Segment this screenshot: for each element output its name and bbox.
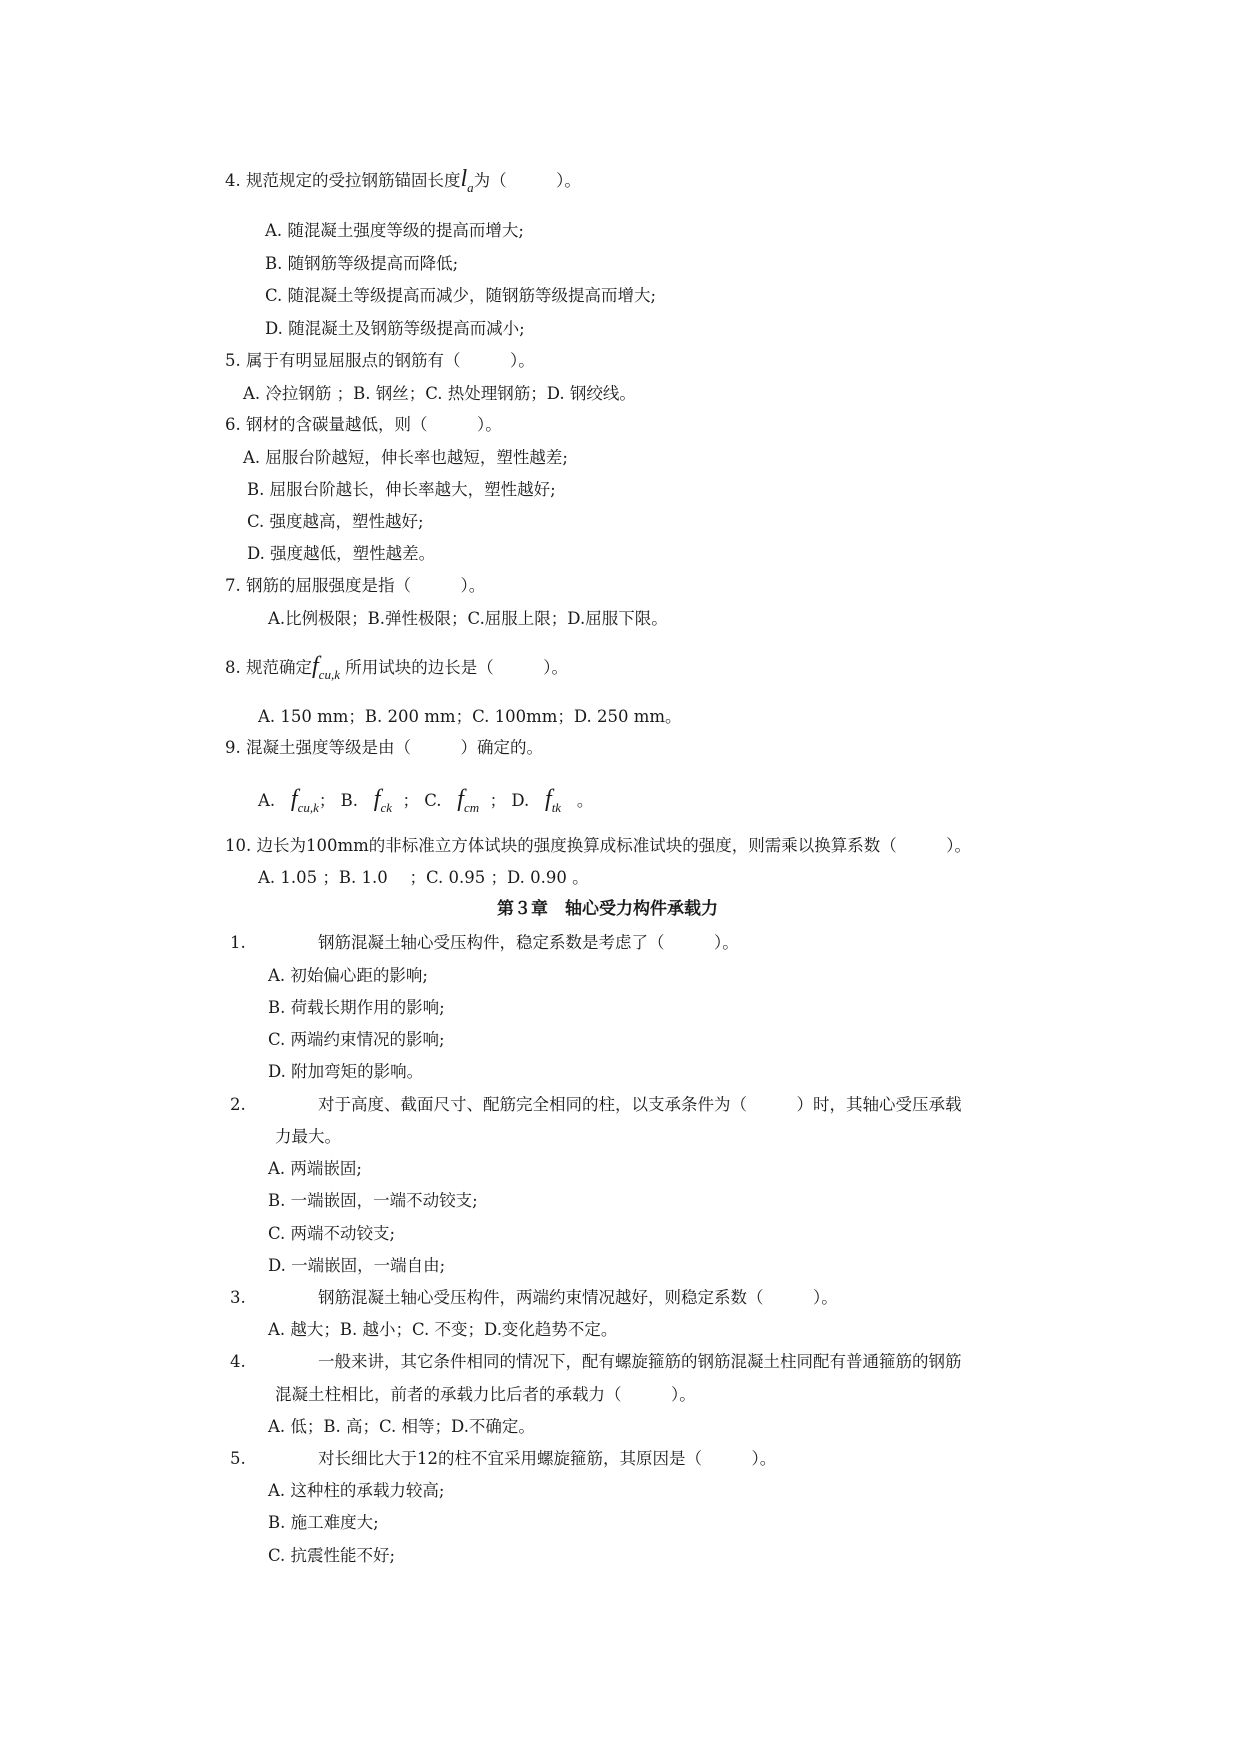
option-separator: ； xyxy=(318,791,336,810)
option: B. 荷载长期作用的影响; xyxy=(268,998,445,1017)
option-label: A. xyxy=(258,791,276,810)
option: B. 施工难度大; xyxy=(268,1513,379,1532)
option: A. 这种柱的承载力较高; xyxy=(268,1481,445,1500)
option-separator: ； xyxy=(489,791,507,810)
option: C. 两端约束情况的影响; xyxy=(268,1030,445,1049)
question-8-stem: 8. 规范确定 xyxy=(225,658,312,677)
option: A. 150 mm；B. 200 mm；C. 100mm；D. 250 mm。 xyxy=(258,707,682,726)
option: C. 抗震性能不好; xyxy=(268,1546,396,1565)
question-number: 2. xyxy=(230,1095,246,1114)
option: A. 越大；B. 越小；C. 不变；D.变化趋势不定。 xyxy=(268,1320,618,1339)
option: A. 屈服台阶越短，伸长率也越短，塑性越差; xyxy=(243,448,568,467)
question-stem: 对于高度、截面尺寸、配筋完全相同的柱，以支承条件为（ ）时，其轴心受压承载 xyxy=(318,1095,962,1114)
question-stem: 一般来讲，其它条件相同的情况下，配有螺旋箍筋的钢筋混凝土柱同配有普通箍筋的钢筋 xyxy=(318,1352,962,1371)
option: B. 随钢筋等级提高而降低; xyxy=(265,254,459,273)
question-stem-continued: 混凝土柱相比，前者的承载力比后者的承载力（ ）。 xyxy=(275,1385,696,1404)
option: A. 低；B. 高；C. 相等；D.不确定。 xyxy=(268,1417,535,1436)
option: A. 随混凝土强度等级的提高而增大; xyxy=(265,221,524,240)
option-label: D. xyxy=(511,791,530,810)
option: A.比例极限；B.弹性极限；C.屈服上限；D.屈服下限。 xyxy=(268,609,668,628)
option: A. 冷拉钢筋 ；B. 钢丝；C. 热处理钢筋；D. 钢绞线。 xyxy=(243,384,636,403)
question-number: 1. xyxy=(230,933,246,952)
question-8-stem-end: 所用试块的边长是（ ）。 xyxy=(345,658,568,677)
symbol-fcuk-subscript: cu,k xyxy=(318,667,340,682)
question-9-stem: 9. 混凝土强度等级是由（ ）确定的。 xyxy=(225,738,543,757)
option: B. 屈服台阶越长，伸长率越大，塑性越好; xyxy=(247,480,556,499)
question-number: 3. xyxy=(230,1288,246,1307)
option-label: B. xyxy=(340,791,359,810)
question-6-stem: 6. 钢材的含碳量越低，则（ ）。 xyxy=(225,415,502,434)
question-4-stem: 4. 规范规定的受拉钢筋锚固长度 xyxy=(225,171,461,190)
option-separator: 。 xyxy=(576,791,594,810)
symbol-fcuk: f xyxy=(312,653,319,679)
symbol-subscript: cu,k xyxy=(297,800,319,815)
symbol-f: f xyxy=(290,786,298,812)
option-label: C. xyxy=(424,791,442,810)
question-stem-continued: 力最大。 xyxy=(275,1127,341,1146)
question-10-stem: 10. 边长为100mm的非标准立方体试块的强度换算成标准试块的强度，则需乘以换算系数（ ）。 xyxy=(225,836,972,855)
question-stem: 钢筋混凝土轴心受压构件，两端约束情况越好，则稳定系数（ ）。 xyxy=(318,1288,838,1307)
question-7-stem: 7. 钢筋的屈服强度是指（ ）。 xyxy=(225,576,486,595)
chapter-title: 第３章 轴心受力构件承载力 xyxy=(497,899,718,919)
option: B. 一端嵌固，一端不动铰支; xyxy=(268,1191,478,1210)
question-8 xyxy=(225,655,568,680)
option: D. 一端嵌固，一端自由; xyxy=(268,1256,446,1275)
symbol-f: f xyxy=(373,786,381,812)
option-separator: ； xyxy=(402,791,419,810)
option: A. 两端嵌固; xyxy=(268,1159,362,1178)
symbol-subscript: cm xyxy=(463,800,480,815)
symbol-subscript: ck xyxy=(380,800,392,815)
symbol-f: f xyxy=(457,786,464,812)
question-stem: 对长细比大于12的柱不宜采用螺旋箍筋，其原因是（ ）。 xyxy=(318,1449,777,1468)
symbol-f: f xyxy=(545,786,552,812)
symbol-subscript: tk xyxy=(551,800,562,815)
symbol-la-subscript: a xyxy=(467,180,474,195)
symbol-la: l xyxy=(460,166,468,192)
question-stem: 钢筋混凝土轴心受压构件，稳定系数是考虑了（ ）。 xyxy=(318,933,739,952)
question-9-options xyxy=(258,788,593,813)
option: C. 随混凝土等级提高而减少，随钢筋等级提高而增大; xyxy=(265,286,657,305)
option: C. 两端不动铰支; xyxy=(268,1224,396,1243)
option: A. 初始偏心距的影响; xyxy=(268,966,428,985)
option: D. 强度越低，塑性越差。 xyxy=(247,544,436,563)
question-number: 5. xyxy=(230,1449,246,1468)
option: D. 附加弯矩的影响。 xyxy=(268,1062,424,1081)
question-5-stem: 5. 属于有明显屈服点的钢筋有（ ）。 xyxy=(225,351,535,370)
question-number: 4. xyxy=(230,1352,246,1371)
question-4-stem-end: 为（ ）。 xyxy=(473,171,581,190)
option: C. 强度越高，塑性越好; xyxy=(247,512,424,531)
option: A. 1.05 ；B. 1.0 ；C. 0.95 ；D. 0.90 。 xyxy=(258,868,589,887)
option: D. 随混凝土及钢筋等级提高而减小; xyxy=(265,319,525,338)
question-4 xyxy=(225,168,581,193)
